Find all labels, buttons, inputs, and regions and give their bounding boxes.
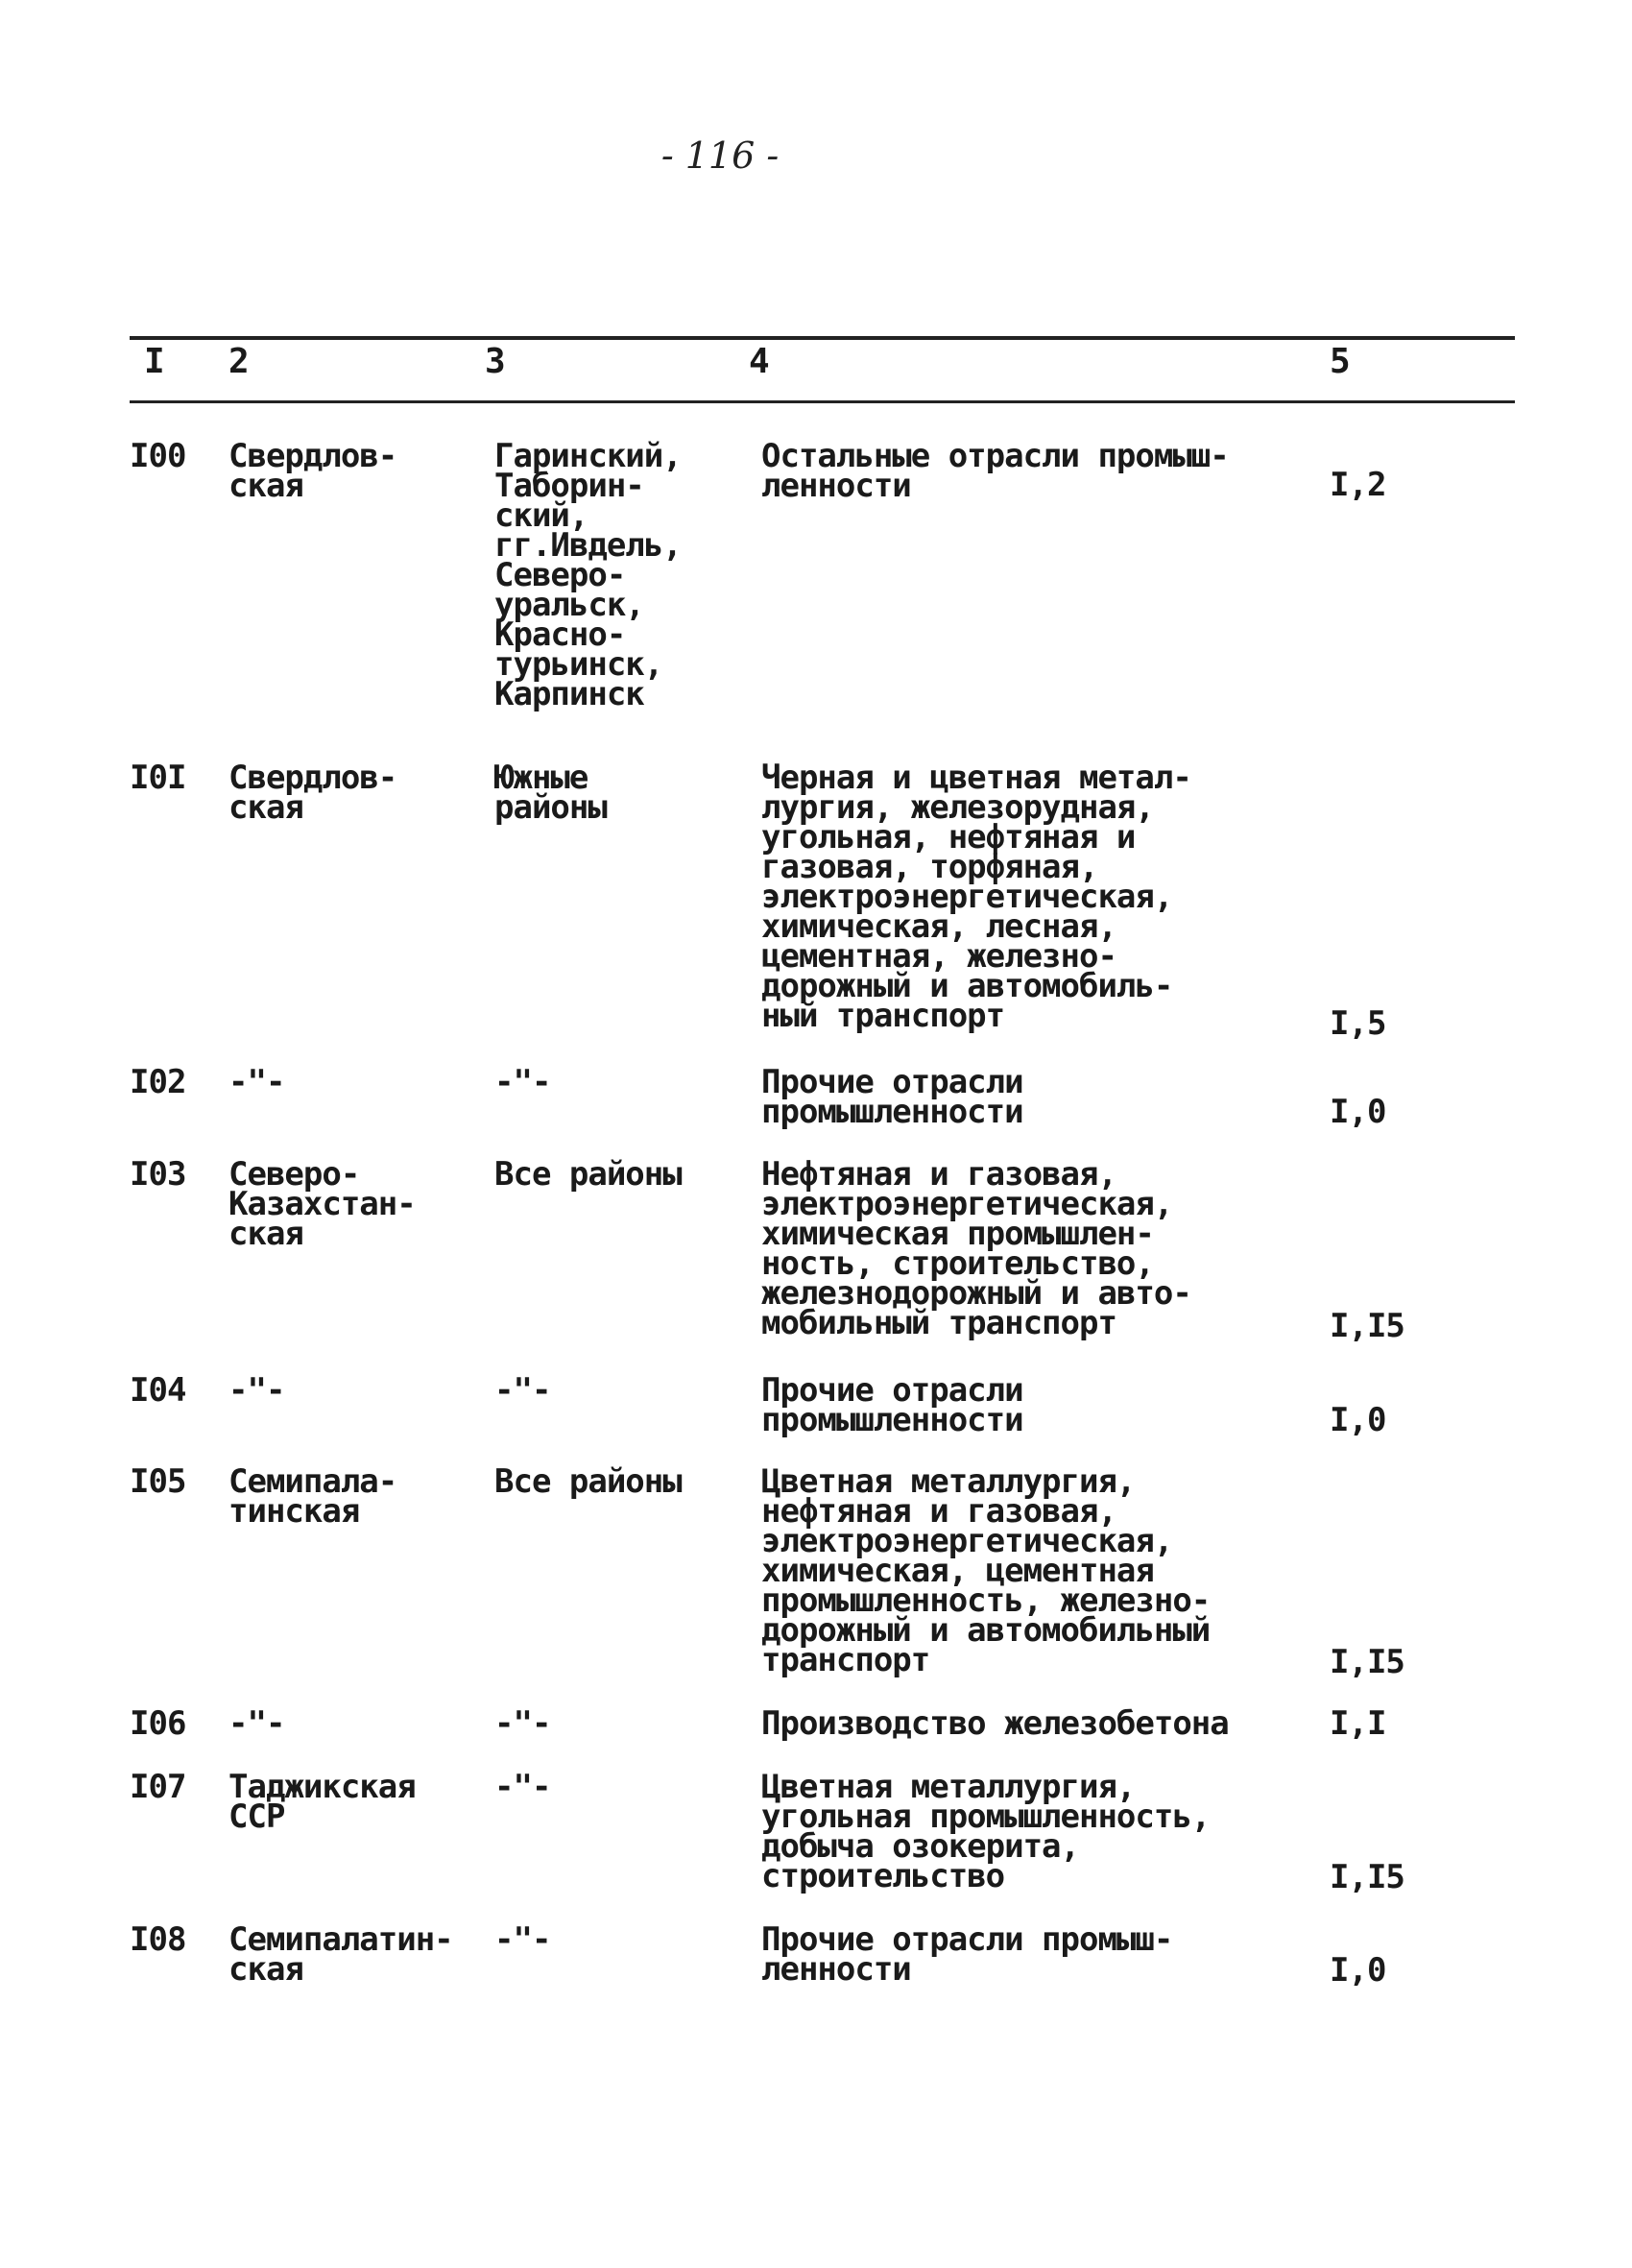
row-coefficient: I,I5 — [1330, 1643, 1404, 1681]
row-industry: Прочие отрасли промыш- ленности — [761, 1920, 1173, 1989]
table-header-rule — [130, 400, 1515, 403]
row-industry: Прочие отрасли промышленности — [761, 1371, 1023, 1439]
header-col-3: 3 — [485, 342, 506, 381]
header-col-4: 4 — [749, 342, 770, 381]
row-industry: Остальные отрасли промыш- ленности — [761, 437, 1229, 505]
row-region: Семипалатин- ская — [228, 1920, 453, 1989]
row-districts: Все районы — [494, 1462, 682, 1501]
row-number: I00 — [130, 437, 186, 475]
row-region: Таджикская ССР — [228, 1768, 416, 1836]
row-industry: Цветная металлургия, нефтяная и газовая, электроэнергетическая, химическая, цементная промышленность, железно- дорожный и автомобильный транспорт — [761, 1462, 1211, 1679]
row-coefficient: I,0 — [1330, 1401, 1386, 1439]
row-coefficient: I,0 — [1330, 1951, 1386, 1990]
row-districts: Гаринский, Таборин- ский, гг.Ивдель, Северо- уральск, Красно- турьинск, Карпинск — [494, 437, 682, 713]
row-districts: -"- — [494, 1371, 551, 1410]
row-coefficient: I,5 — [1330, 1004, 1386, 1043]
row-industry: Нефтяная и газовая, электроэнергетическая, химическая промышлен- ность, строительство, железнодорожный и авто- мобильный транспорт — [761, 1155, 1191, 1342]
row-region: -"- — [228, 1063, 285, 1101]
header-col-1: I — [144, 342, 165, 381]
row-districts: -"- — [494, 1063, 551, 1101]
row-number: I02 — [130, 1063, 186, 1101]
row-region: -"- — [228, 1704, 285, 1743]
row-industry: Производство железобетона — [761, 1704, 1229, 1743]
row-industry: Цветная металлургия, угольная промышленность, добыча озокерита, строительство — [761, 1768, 1211, 1895]
row-districts: -"- — [494, 1704, 551, 1743]
row-districts: -"- — [494, 1920, 551, 1959]
row-number: I05 — [130, 1462, 186, 1501]
row-number: I0I — [130, 759, 186, 797]
table-top-rule — [130, 336, 1515, 340]
row-districts: Южные районы — [494, 759, 607, 827]
row-region: Семипала- тинская — [228, 1462, 397, 1531]
row-coefficient: I,I — [1330, 1704, 1386, 1743]
row-coefficient: I,I5 — [1330, 1858, 1404, 1896]
row-region: Свердлов- ская — [228, 759, 397, 827]
row-region: Северо- Казахстан- ская — [228, 1155, 416, 1253]
row-number: I04 — [130, 1371, 186, 1410]
row-region: -"- — [228, 1371, 285, 1410]
header-col-2: 2 — [228, 342, 250, 381]
row-districts: -"- — [494, 1768, 551, 1806]
row-industry: Прочие отрасли промышленности — [761, 1063, 1023, 1131]
row-number: I06 — [130, 1704, 186, 1743]
row-region: Свердлов- ская — [228, 437, 397, 505]
row-coefficient: I,0 — [1330, 1093, 1386, 1131]
row-districts: Все районы — [494, 1155, 682, 1194]
header-col-5: 5 — [1330, 342, 1351, 381]
row-number: I08 — [130, 1920, 186, 1959]
row-coefficient: I,I5 — [1330, 1307, 1404, 1345]
page-number: - 116 - — [660, 134, 780, 177]
row-industry: Черная и цветная метал- лургия, железорудная, угольная, нефтяная и газовая, торфяная, электроэнергетическая, химическая, лесная, цементная, железно- дорожный и автомобиль- ный транспорт — [761, 759, 1191, 1035]
row-number: I07 — [130, 1768, 186, 1806]
row-number: I03 — [130, 1155, 186, 1194]
row-coefficient: I,2 — [1330, 466, 1386, 504]
